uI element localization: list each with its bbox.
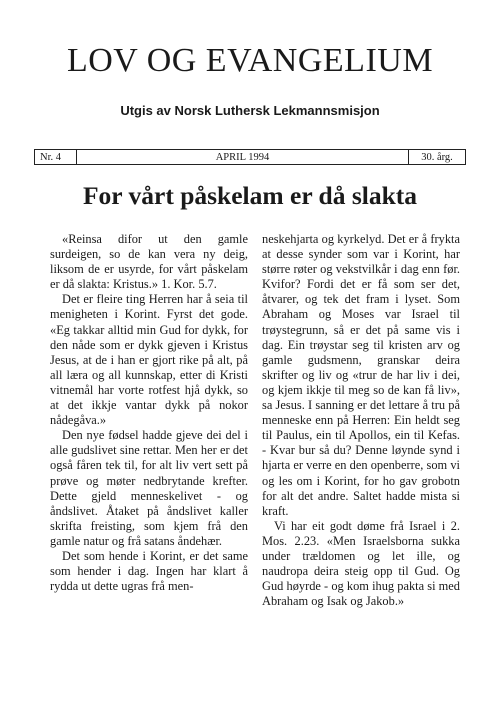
masthead-subtitle: Utgis av Norsk Luthersk Lekmannsmisjon (120, 103, 380, 118)
article-paragraph: neskehjarta og kyrkelyd. Det er å frykta at desse synder som var i Korint, har større røter og vekstvilkår i dag enn før. Kvifor? Fordi det er få som ser det, åtvarer, og tek det fram i lyset. Som Abraham og Moses var Israel til trøystegrunn, så er det på same vis i dag. Ein trøystar seg til kristen arv og gamle gudsmenn, granskar deira skrifter og liv og «trur de har liv i dei, og kjem ikkje til meg so de kan få liv», sa Jesus. I sanning er det lettare å tru på menneske enn på Herren: Ein heldt seg til Paulus, ein til Apollos, ein til Kefas. - Kvar bur så du? Denne løynde synd i hjarta er verre en den openberre, som vi og les om i Korint, for ho gav grobotn for alt det andre. Saltet hadde mista si kraft. (262, 232, 460, 518)
article-column-left (50, 232, 248, 594)
issue-number: Nr. 4 (35, 150, 77, 164)
article-paragraph: Vi har eit godt døme frå Israel i 2. Mos. 2.23. «Men Israelsborna sukka under trældomen og let ille, og naudropa deira steig opp til Gud. Og Gud høyrde - og kom ihug pakta si med Abraham og Isak og Jakob.» (262, 518, 460, 609)
article-paragraph: «Reinsa difor ut den gamle surdeigen, so de kan vera ny deig, liksom de er usyrde, for vårt påskelam er då slakta: Kristus.» 1. Kor. 5.7. (50, 232, 248, 292)
issue-bar (34, 149, 466, 165)
issue-date: APRIL 1994 (215, 151, 270, 163)
issue-year: 30. årg. (408, 150, 465, 164)
article-paragraph: Det som hende i Korint, er det same som hender i dag. Ingen har klart å rydda ut dette ugras frå men- (50, 548, 248, 594)
article-headline: For vårt påskelam er då slakta (82, 181, 418, 210)
masthead-title: LOV OG EVANGELIUM (66, 42, 434, 79)
article-paragraph: Den nye fødsel hadde gjeve dei del i alle gudslivet sine rettar. Men her er det også fåren tek til, for alt liv vert sett på prøve og møter nedbrytande krefter. Dette gjeld menneskelivet - og åndslivet. Åtaket på åndslivet kaller skrifta freisting, som kjem frå den gamle natur og frå satans åndehær. (50, 428, 248, 548)
article-paragraph: Det er fleire ting Herren har å seia til menigheten i Korint. Fyrst det gode. «Eg takkar alltid min Gud for dykk, for den nåde som er dykk gjeven i Kristus Jesus, at de i han er gjort rike på alt, på all læra og all kunnskap, etter di Kristi vitnemål har vorte rotfest hjå dykk, so at det ikkje vantar dykk på nokor nådegåva.» (50, 292, 248, 428)
article-column-right (262, 232, 460, 609)
